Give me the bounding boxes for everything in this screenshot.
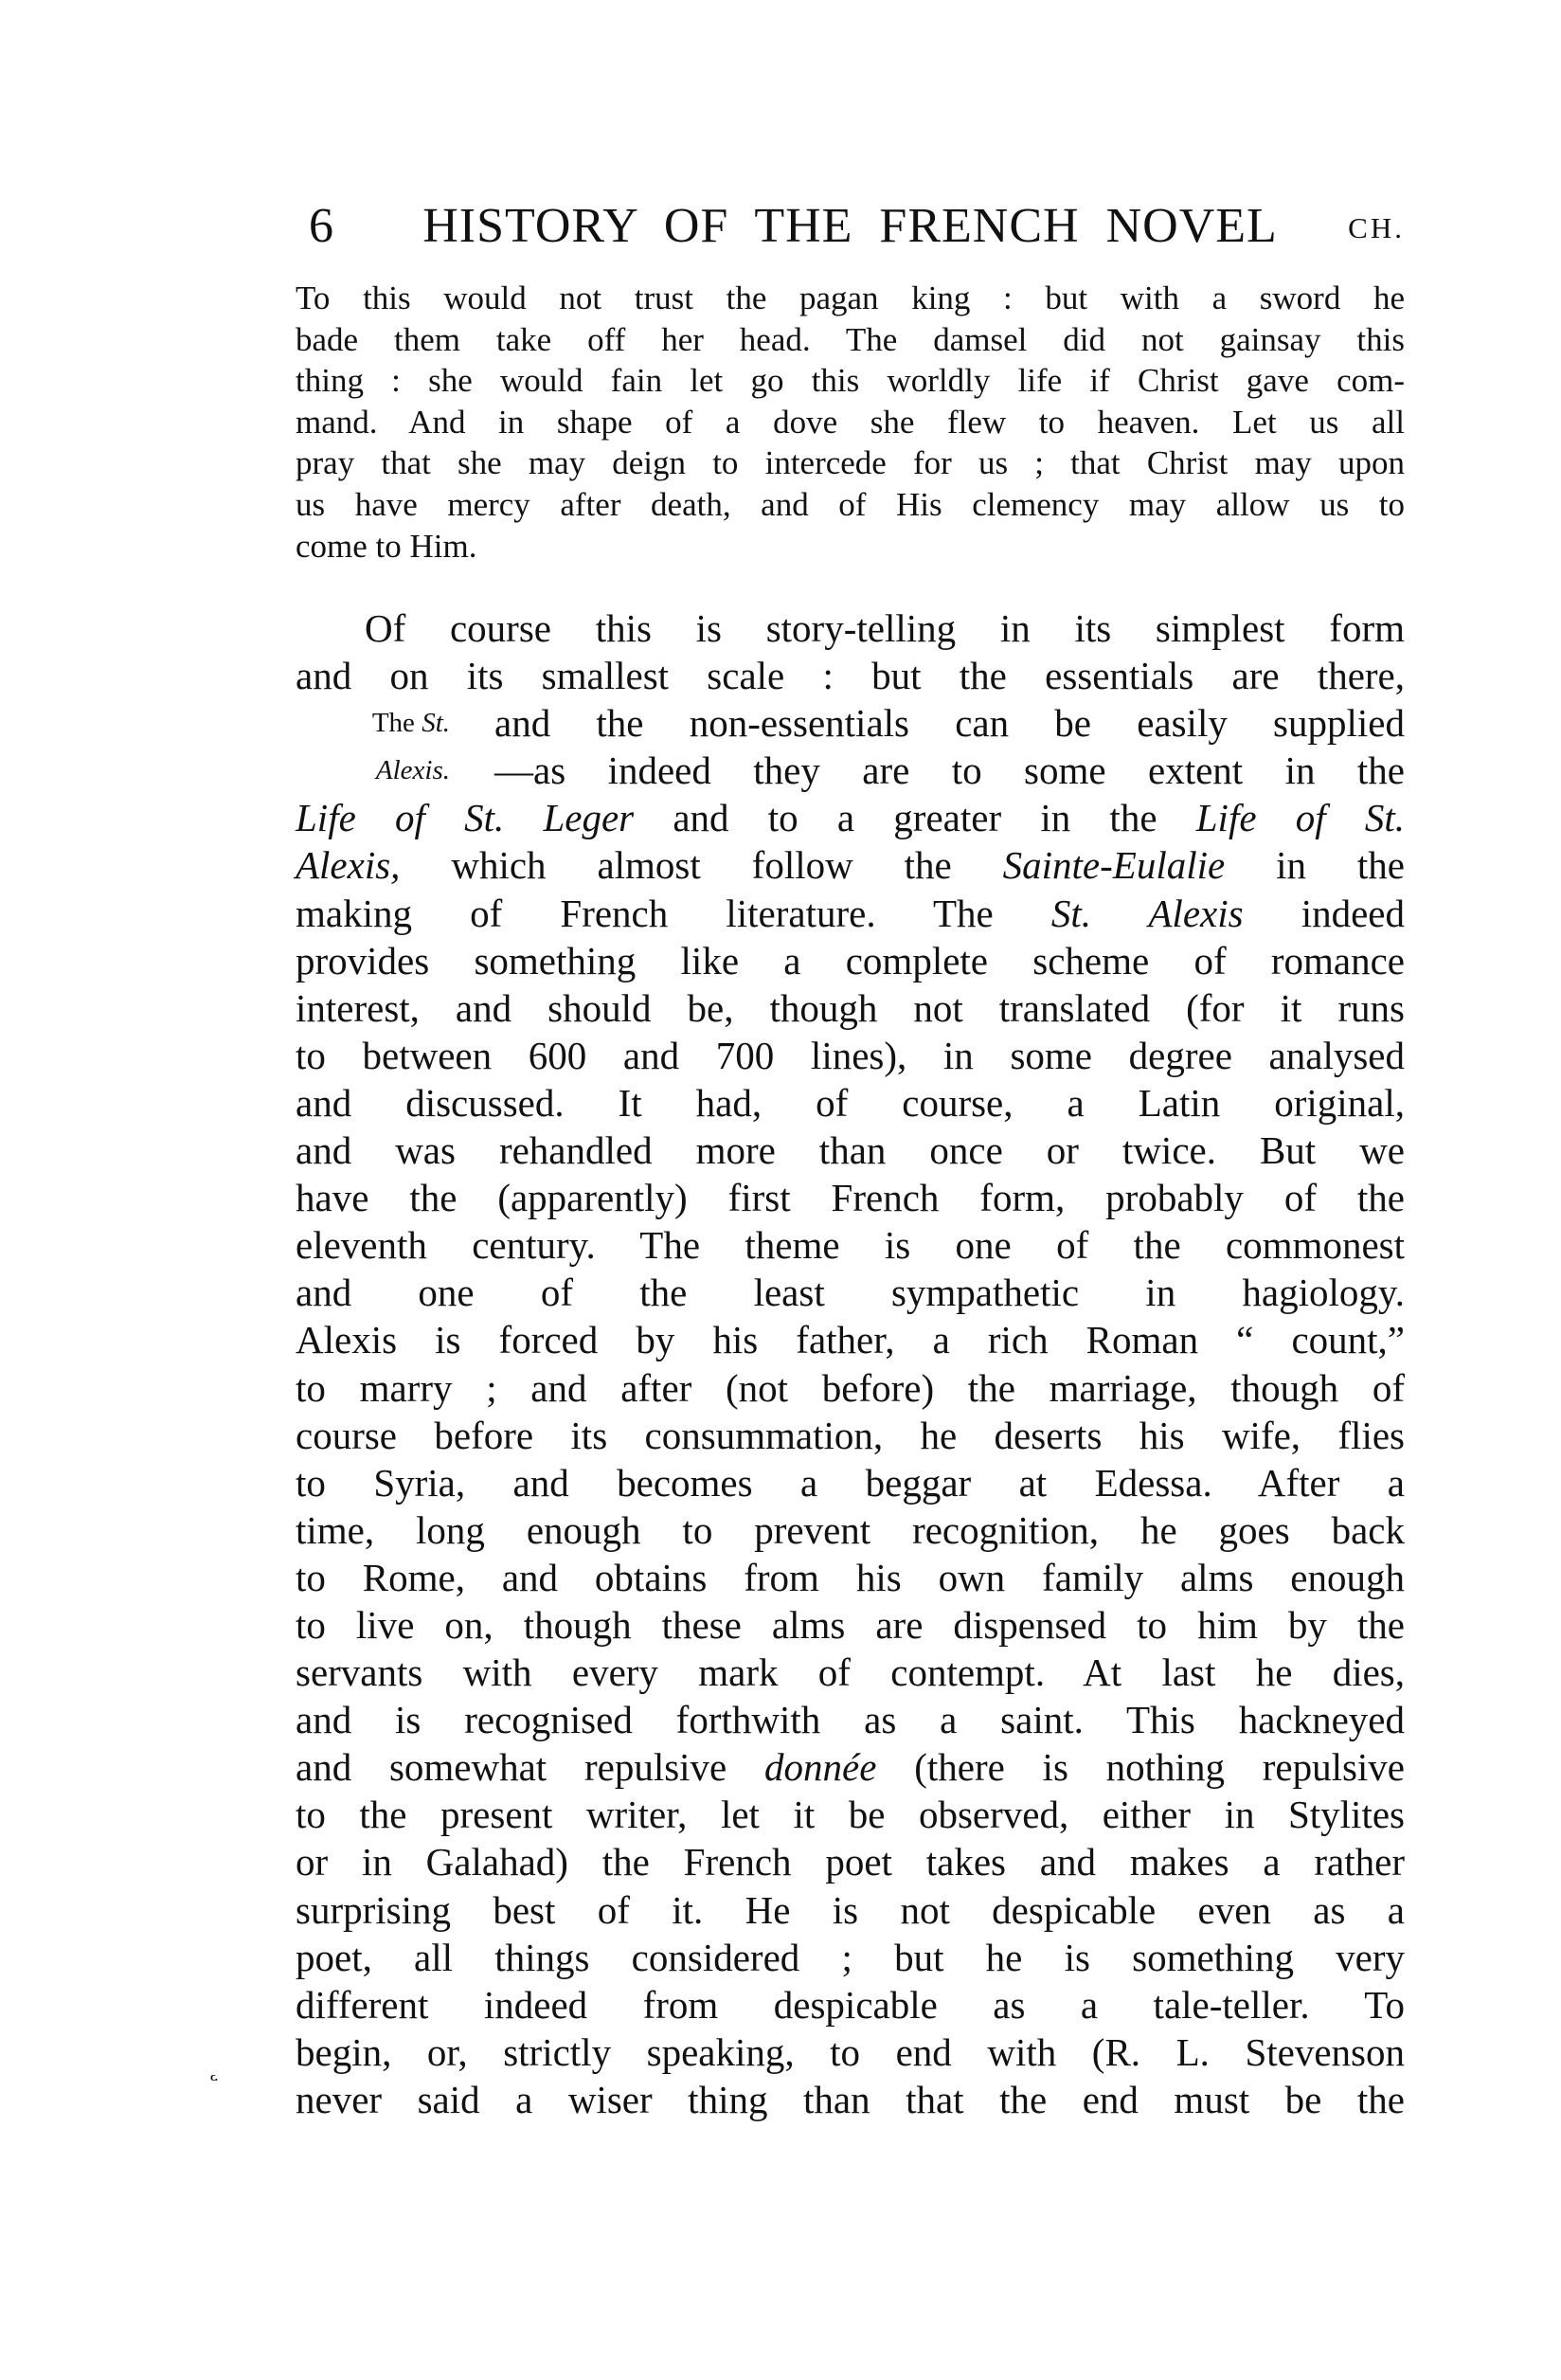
roman-text: (there is nothing repulsive [876, 1745, 1405, 1790]
text-line: to the present writer, let it be observed, either in Stylites [296, 1793, 1405, 1837]
text-line: and the non-essentials can be easily supplied [494, 701, 1405, 746]
text-line: surprising best of it. He is not despicable even as a [296, 1887, 1405, 1932]
text-line: begin, or, strictly speaking, to end with (R. L. Stevenson [296, 2029, 1405, 2074]
italic-text: Life of St. [1195, 796, 1406, 840]
text-line: us have mercy after death, and of His clemency may allow us to [296, 485, 1405, 523]
text-line: and was rehandled more than once or twice. But we [296, 1128, 1405, 1173]
print-artifact: ϲ. [210, 2069, 218, 2083]
text-line: to live on, though these alms are dispensed to him by the [296, 1602, 1405, 1647]
text-line [296, 841, 1405, 889]
text-line: To this would not trust the pagan king : but with a sword he [296, 279, 1405, 316]
page-number: 6 [309, 199, 333, 253]
text-line [346, 747, 450, 794]
italic-text: St. Alexis [1050, 891, 1244, 935]
text-line [296, 890, 1405, 937]
italic-text: donnée [764, 1745, 877, 1790]
roman-text: in the [1225, 843, 1405, 888]
text-line [346, 699, 450, 747]
text-line: and on its smallest scale : but the essentials are there, [296, 654, 1405, 698]
chapter-label: CH. [1348, 211, 1405, 244]
text-line: Of course this is story-telling in its simplest form [365, 606, 1405, 650]
text-line: different indeed from despicable as a tale-teller. To [296, 1982, 1405, 2027]
italic-text: St. [422, 708, 450, 738]
text-line: —as indeed they are to some extent in the [494, 748, 1405, 793]
text-line: servants with every mark of contempt. At last he dies, [296, 1650, 1405, 1695]
text-line: Alexis is forced by his father, a rich Roman “ count,” [296, 1318, 1405, 1362]
roman-text: indeed [1243, 891, 1405, 935]
text-line: mand. And in shape of a dove she flew to heaven. Let us all [296, 403, 1405, 441]
text-line: come to Him. [296, 527, 477, 565]
text-line [296, 794, 1405, 841]
sidenote-st-alexis [346, 699, 450, 794]
text-line [296, 1743, 1405, 1791]
italic-text: Life of St. Leger [296, 796, 635, 840]
text-line: have the (apparently) first French form, probably of the [296, 1176, 1405, 1220]
text-line: poet, all things considered ; but he is something very [296, 1935, 1405, 1979]
running-header [296, 199, 1405, 258]
text-line: provides something like a complete scheme of romance [296, 938, 1405, 983]
text-line: and is recognised forthwith as a saint. This hackneyed [296, 1698, 1405, 1742]
text-line: never said a wiser thing than that the end must be the [296, 2077, 1405, 2121]
text-line: eleventh century. The theme is one of the commonest [296, 1223, 1405, 1268]
text-line: bade them take off her head. The damsel did not gainsay this [296, 320, 1405, 358]
running-title: HISTORY OF THE FRENCH NOVEL [422, 199, 1278, 253]
roman-text: which almost follow the [400, 843, 1003, 888]
roman-text: and to a greater in the [634, 796, 1196, 840]
roman-text: The [371, 708, 422, 738]
roman-text: making of French literature. The [296, 891, 1051, 935]
text-line: and one of the least sympathetic in hagiology. [296, 1271, 1405, 1315]
text-line: and discussed. It had, of course, a Latin original, [296, 1080, 1405, 1125]
block-quote [296, 278, 1405, 567]
text-line: course before its consummation, he deserts his wife, flies [296, 1413, 1405, 1457]
text-line: to Syria, and becomes a beggar at Edessa. After a [296, 1460, 1405, 1505]
text-line: time, long enough to prevent recognition, he goes back [296, 1507, 1405, 1552]
text-line: thing : she would fain let go this worldly life if Christ gave com- [296, 362, 1405, 400]
paragraph-lines [296, 604, 1405, 2123]
italic-text: Alexis, [296, 843, 401, 888]
text-line: to between 600 and 700 lines), in some degree analysed [296, 1033, 1405, 1077]
text-line: interest, and should be, though not translated (for it runs [296, 985, 1405, 1030]
text-line: pray that she may deign to intercede for us ; that Christ may upon [296, 444, 1405, 482]
main-paragraph [296, 604, 1405, 2123]
text-line: to marry ; and after (not before) the marriage, though of [296, 1365, 1405, 1410]
text-line: to Rome, and obtains from his own family alms enough [296, 1555, 1405, 1599]
roman-text: and somewhat repulsive [296, 1745, 765, 1790]
italic-text: Alexis. [375, 755, 450, 786]
text-line: or in Galahad) the French poet takes and makes a rather [296, 1840, 1405, 1884]
italic-text: Sainte-Eulalie [1002, 843, 1226, 888]
